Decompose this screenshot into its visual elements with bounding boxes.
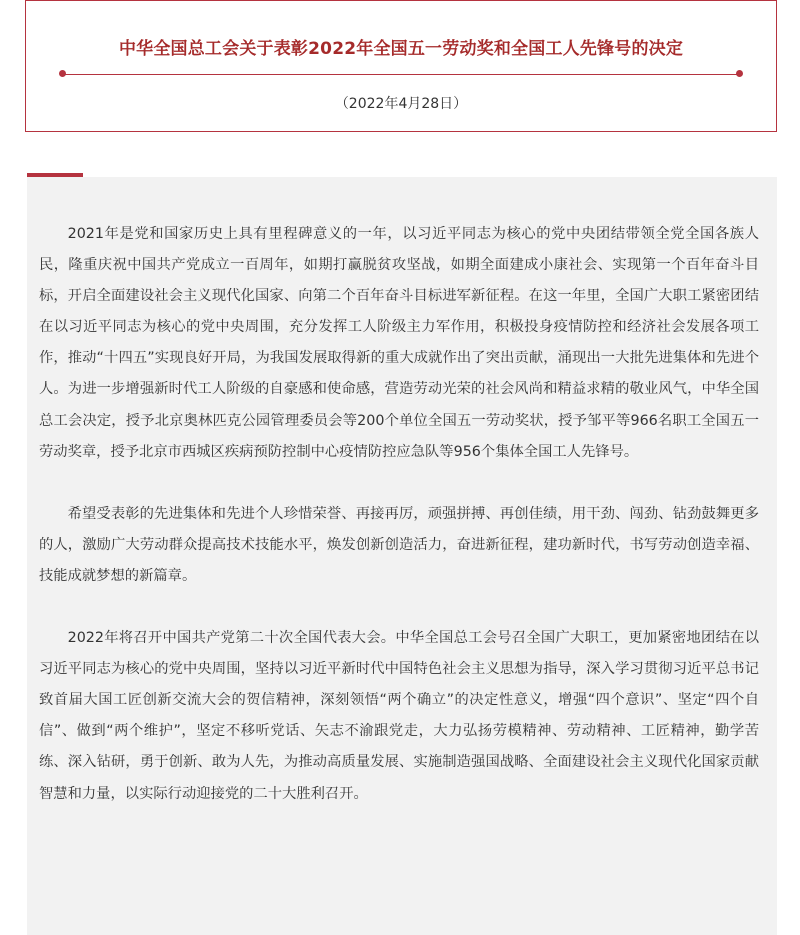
content-box: [27, 177, 777, 935]
divider-dot-right: [736, 70, 743, 77]
body-paragraph-1: 2021年是党和国家历史上具有里程碑意义的一年，以习近平同志为核心的党中央团结带领全党全国各族人民，隆重庆祝中国共产党成立一百周年，如期打赢脱贫攻坚战，如期全面建成小康社会、实现第一个百年奋斗目标，开启全面建设社会主义现代化国家、向第二个百年奋斗目标进军新征程。在这一年里，全国广大职工紧密团结在以习近平同志为核心的党中央周围，充分发挥工人阶级主力军作用，积极投身疫情防控和经济社会发展各项工作，推动“十四五”实现良好开局，为我国发展取得新的重大成就作出了突出贡献，涌现出一大批先进集体和先进个人。为进一步增强新时代工人阶级的自豪感和使命感，营造劳动光荣的社会风尚和精益求精的敬业风气，中华全国总工会决定，授予北京奥林匹克公园管理委员会等200个单位全国五一劳动奖状，授予邹平等966名职工全国五一劳动奖章，授予北京市西城区疾病预防控制中心疫情防控应急队等956个集体全国工人先锋号。: [39, 226, 759, 460]
header-box: [25, 0, 777, 132]
header-divider: [61, 74, 741, 75]
document-date: （2022年4月28日）: [334, 96, 468, 112]
document-title: 中华全国总工会关于表彰2022年全国五一劳动奖和全国工人先锋号的决定: [118, 39, 684, 59]
body-paragraph-2: 希望受表彰的先进集体和先进个人珍惜荣誉、再接再厉，顽强拼搏、再创佳绩，用干劲、闯劲、钻劲鼓舞更多的人，激励广大劳动群众提高技术技能水平，焕发创新创造活力，奋进新征程，建功新时代，书写劳动创造幸福、技能成就梦想的新篇章。: [39, 505, 759, 584]
divider-dot-left: [59, 70, 66, 77]
body-paragraph-3: 2022年将召开中国共产党第二十次全国代表大会。中华全国总工会号召全国广大职工，更加紧密地团结在以习近平同志为核心的党中央周围，坚持以习近平新时代中国特色社会主义思想为指导，深入学习贯彻习近平总书记致首届大国工匠创新交流大会的贺信精神，深刻领悟“两个确立”的决定性意义，增强“四个意识”、坚定“四个自信”、做到“两个维护”，坚定不移听党话、矢志不渝跟党走，大力弘扬劳模精神、劳动精神、工匠精神，勤学苦练、深入钻研，勇于创新、敢为人先，为推动高质量发展、实施制造强国战略、全面建设社会主义现代化国家贡献智慧和力量，以实际行动迎接党的二十大胜利召开。: [39, 630, 759, 802]
